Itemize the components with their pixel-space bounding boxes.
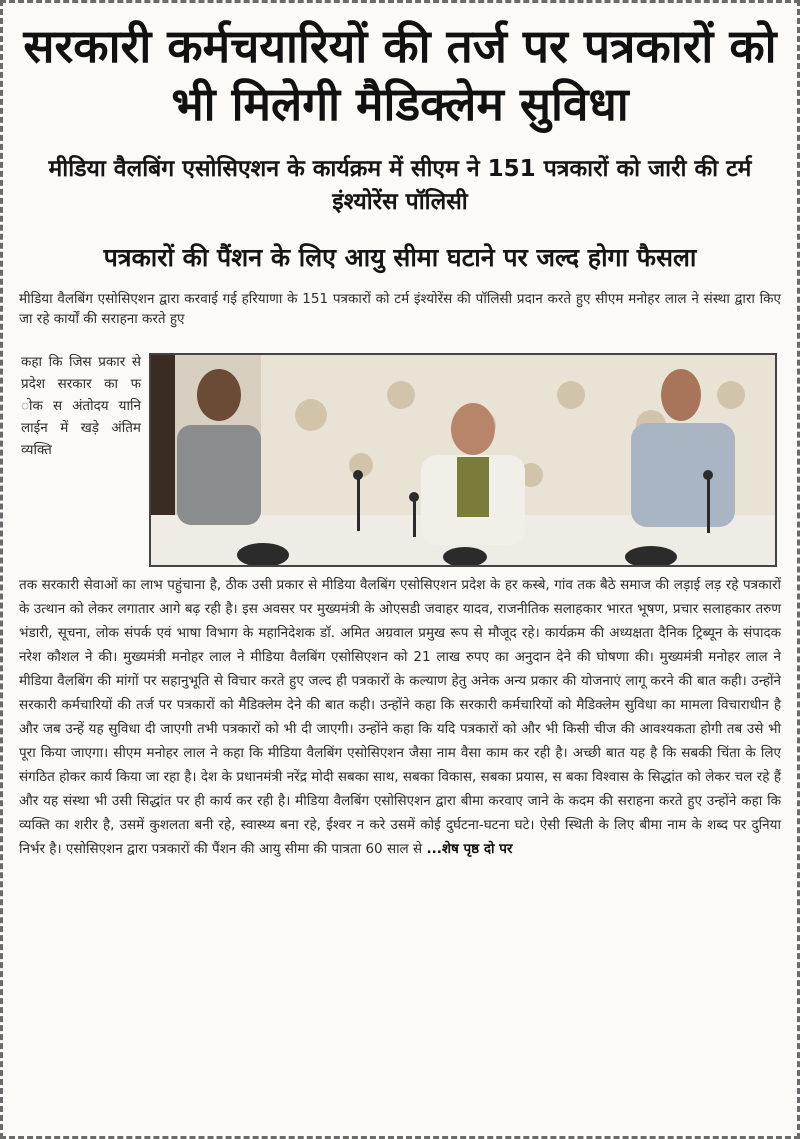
subheading-term-insurance: मीडिया वैलबिंग एसोसिएशन के कार्यक्रम में सीएम ने 151 पत्रकारों को जारी की टर्म इंश्योरेंस पॉलिसी bbox=[48, 156, 752, 215]
continued-label: ...शेष पृष्ठ दो पर bbox=[426, 841, 513, 857]
subheading-pension-age: पत्रकारों की पैंशन के लिए आयु सीमा घटाने पर जल्द होगा फैसला bbox=[103, 243, 697, 272]
body-text: तक सरकारी सेवाओं का लाभ पहुंचाना है, ठीक उसी प्रकार से मीडिया वैलबिंग एसोसिएशन प्रदेश के हर कस्बे, गांव तक बैठे समाज की लड़ाई लड़ रहे पत्रकारों के उत्थान को लेकर लगातार आगे बढ़ रही है। इस अवसर पर मुख्यमंत्री के ओएसडी जवाहर यादव, राजनीतिक सलाहकार भारत भूषण, प्रचार सलाहकार तरुण भंडारी, सूचना, लोक संपर्क एवं भाषा विभाग के महानिदेशक डॉ. अमित अग्रवाल प्रमुख रूप से मौजूद रहे। कार्यक्रम की अध्यक्षता दैनिक ट्रिब्यून के संपादक नरेश कौशल ने की। मुख्यमंत्री मनोहर लाल ने मीडिया वैलबिंग एसोसिएशन को 21 लाख रुपए का अनुदान देने की घोषणा की। मुख्यमंत्री मनोहर लाल ने मीडिया वैलबिंग की मांगों पर सहानुभूति से विचार करते हुए जल्द ही पत्रकारों के कल्याण हेतु अनेक अन्य प्रकार की योजनाएं लागू करने की बात कही। उन्होंने सरकारी कर्मचारियों की तर्ज पर पत्रकारों को मैडिक्लेम देने की बात कही। उन्होंने कहा कि सरकारी कर्मचारियों को मैडिक्लेम सुविधा का मामला विचाराधीन है और जब उन्हें यह सुविधा दी जाएगी तभी पत्रकारों को भी दी जाएगी। उन्होंने कहा कि यदि पत्रकारों को और भी किसी चीज की आवश्यकता होगी तब उसे भी पूरा किया जाएगा। सीएम मनोहर लाल ने कहा कि मीडिया वैलबिंग एसोसिएशन जैसा नाम वैसा काम कर रही है। अच्छी बात यह है कि सबकी चिंता के लिए संगठित होकर कार्य किया जा रहा है। देश के प्रधानमंत्री नरेंद्र मोदी सबका साथ, सबका विकास, सबका प्रयास, स बका विश्वास के सिद्धांत को लेकर चल रहे हैं और यह संस्था भी उसी सिद्धांत पर ही कार्य कर रही है। मीडिया वैलबिंग एसोसिएशन द्वारा बीमा करवाए जाने के कदम की सराहना करते हुए उन्होंने कहा कि व्यक्ति का शरीर है, उसमें कुशलता बनी रहे, स्वास्थ्य बना रहे, ईश्वर न करे उसमें कोई दुर्घटना-घटना घटे। ऐसी स्थिती के लिए बीमा नाम के शब्द पर दुनिया निर्भर है। एसोसिएशन द्वारा पत्रकारों की पैंशन की आयु सीमा की पात्रता 60 साल से bbox=[19, 577, 781, 857]
side-column-text: कहा कि जिस प्रकार से प्रदेश सरकार का फ ोक स अंतोदय यानि लाईन में खड़े अंतिम व्यक्ति bbox=[21, 354, 141, 458]
headline: सरकारी कर्मचयारियों की तर्ज पर पत्रकारों को भी मिलेगी मैडिक्लेम सुविधा bbox=[23, 19, 777, 131]
intro-paragraph: मीडिया वैलबिंग एसोसिएशन द्वारा करवाई गई हरियाणा के 151 पत्रकारों को टर्म इंश्योरेंस की पॉलिसी प्रदान करते हुए सीएम मनोहर लाल ने संस्था द्वारा किए जा रहे कार्यों की सराहना करते हुए bbox=[19, 291, 781, 327]
body-paragraph bbox=[19, 573, 781, 861]
event-photo bbox=[149, 353, 777, 567]
event-photo-illustration bbox=[151, 355, 775, 565]
